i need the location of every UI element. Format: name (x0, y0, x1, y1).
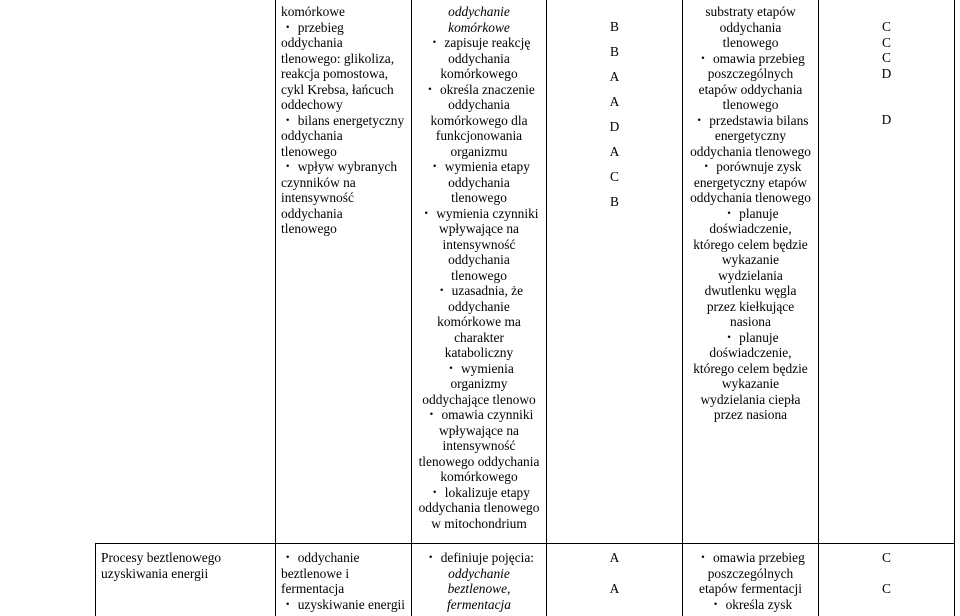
table-border-left-lower (95, 543, 96, 616)
requirement-line: intensywność (442, 236, 516, 252)
requirements-cell-top (412, 4, 546, 531)
requirement-line: ・ definiuje pojęcia: (423, 550, 535, 565)
requirement-line: oddychania (448, 252, 510, 267)
content-line: reakcja pomostowa, (281, 66, 389, 81)
requirement2-line: przez nasiona (713, 407, 788, 422)
requirement-line: fermentacja (447, 596, 511, 612)
requirement2-line: ・ przedstawia bilans (692, 112, 809, 128)
requirement2-line: energetyczny (714, 128, 787, 143)
requirement2-line: wykazanie (721, 376, 780, 391)
level2-cell-bottom (819, 550, 954, 597)
topic-cell-bottom (101, 550, 273, 581)
level2-letter: C (882, 550, 891, 565)
requirement-line: ・ omawia czynniki (424, 407, 534, 422)
level-letter: B (610, 19, 619, 34)
content-line: oddychania (281, 35, 343, 50)
requirement-line: komórkowego (440, 469, 518, 484)
requirement-line: tlenowego oddychania (418, 453, 540, 469)
content-line: oddychania (281, 128, 343, 143)
level2-letter (819, 81, 954, 97)
content-line: beztlenowe i (281, 565, 350, 581)
requirement-line: organizmy (450, 376, 508, 391)
level2-letter: C (882, 34, 891, 50)
content-line: ・ uzyskiwanie energii (281, 596, 405, 612)
content-line: komórkowe (281, 4, 345, 19)
topic-line: Procesy beztlenowego (101, 550, 222, 565)
content-line: tlenowego (281, 221, 337, 236)
level2-letters (819, 19, 954, 128)
requirement2-line: energetyczny etapów (693, 174, 808, 190)
level2-letter: C (882, 50, 891, 65)
content-cell-bottom (281, 550, 409, 612)
requirement2-line: wydzielania ciepła (700, 391, 801, 407)
requirement-line: komórkowego (440, 66, 518, 81)
content-line: cykl Krebsa, łańcuch (281, 81, 394, 97)
requirement2-line: tlenowego (722, 97, 779, 112)
level2-letter: C (882, 19, 891, 34)
requirement-line: ・ zapisuje reakcję (427, 35, 531, 50)
content-line: czynników na (281, 174, 356, 190)
requirement2-line: doświadczenie, (709, 345, 792, 360)
content-line: tlenowego: glikoliza, (281, 50, 395, 66)
requirement2-line: nasiona (730, 314, 771, 329)
level-cell-top (547, 19, 682, 219)
requirement2-line: ・ omawia przebieg (696, 50, 805, 66)
requirement-line: komórkowego dla (430, 112, 528, 128)
requirement-line: komórkowe ma (437, 314, 521, 329)
requirements2-cell-bottom (683, 550, 818, 612)
requirements2-lines (683, 550, 818, 612)
requirement-line: wpływające na (439, 221, 519, 236)
level2-letter: D (881, 65, 892, 81)
requirement2-line: ・ omawia przebieg (696, 550, 805, 565)
requirement-line: beztlenowe, (447, 581, 511, 596)
requirement-line: wpływające na (439, 422, 519, 438)
content-lines (281, 550, 409, 612)
requirement2-line: wykazanie (721, 252, 780, 267)
content-cell-top (281, 4, 409, 237)
requirement2-line: oddychania tlenowego (690, 143, 811, 159)
requirement2-line: oddychania (719, 19, 782, 35)
column-divider-1 (275, 0, 276, 616)
requirement-line: ・ wymienia czynniki (419, 205, 539, 221)
requirement-line: ・ wymienia (444, 360, 514, 376)
level2-cell-top (819, 19, 954, 128)
level-letter: B (610, 44, 619, 59)
content-line: ・ oddychanie (281, 550, 360, 565)
requirement2-line: ・ planuje (722, 205, 779, 221)
requirement2-line: etapów fermentacji (699, 581, 802, 596)
requirement-line: kataboliczny (444, 345, 514, 360)
requirement-line: organizmu (450, 143, 508, 159)
level2-letter: D (881, 112, 892, 127)
requirement2-line: ・ planuje (722, 329, 779, 345)
requirement2-line: którego celem będzie (693, 236, 808, 252)
requirement-line: oddychanie (448, 4, 510, 19)
requirement-line: oddychania (448, 50, 510, 66)
content-line: oddechowy (281, 97, 343, 112)
requirement-line: oddychające tlenowo (422, 391, 536, 407)
level-letter: A (609, 144, 620, 159)
requirement-line: oddychania tlenowego (418, 500, 540, 515)
level-letter: A (609, 581, 620, 596)
requirement-line: ・ wymienia etapy (428, 159, 530, 174)
level-letters (547, 19, 682, 219)
requirements-cell-bottom (412, 550, 546, 612)
requirement2-line: ・ określa zysk (708, 596, 793, 612)
row-divider (95, 543, 955, 544)
level-letter: A (609, 550, 620, 565)
content-line: oddychania (281, 205, 343, 221)
level-letter: C (610, 169, 619, 184)
requirement-line: ・ uzasadnia, że (434, 283, 524, 298)
requirement2-line: doświadczenie, (709, 221, 792, 236)
requirement2-line: oddychania tlenowego (690, 190, 811, 205)
requirement-line: tlenowego (451, 190, 507, 205)
requirements-lines (412, 550, 546, 612)
requirements-lines (412, 4, 546, 531)
requirement-line: ・ określa znaczenie (423, 81, 535, 97)
requirement-line: oddychania (448, 174, 510, 190)
requirements2-lines (683, 4, 818, 423)
level-letter: D (609, 119, 620, 134)
content-line: tlenowego (281, 143, 337, 159)
level-letter: A (609, 69, 620, 84)
requirements2-cell-top (683, 4, 818, 423)
content-line: ・ przebieg (281, 19, 344, 35)
topic-line: uzyskiwania energii (101, 565, 209, 581)
requirement2-line: etapów oddychania (698, 81, 803, 97)
requirement-line: w mitochondrium (431, 515, 527, 531)
content-line: ・ wpływ wybranych (281, 159, 398, 174)
requirement2-line: poszczególnych (707, 66, 794, 81)
requirement2-line: substraty etapów (705, 4, 796, 19)
requirement2-line: dwutlenku węgla (704, 283, 797, 298)
requirement-line: komórkowe (448, 19, 510, 35)
requirement-line: ・ lokalizuje etapy (428, 484, 530, 500)
requirement2-line: przez kiełkujące (706, 298, 795, 314)
requirement2-line: tlenowego (722, 35, 779, 50)
level-letter: B (610, 194, 619, 209)
requirement2-line: ・ porównuje zysk (699, 159, 802, 174)
requirement-line: oddychania (448, 97, 510, 112)
requirement2-line: którego celem będzie (693, 360, 808, 376)
requirement-line: oddychanie (448, 298, 510, 314)
content-line: intensywność (281, 190, 354, 205)
level2-letter: C (882, 581, 891, 596)
requirement-line: charakter (454, 329, 504, 345)
requirement-line: tlenowego (451, 267, 507, 283)
content-lines (281, 4, 409, 237)
requirement-line: funkcjonowania (435, 128, 523, 143)
level2-letter (819, 97, 954, 113)
level-letter: A (609, 94, 620, 109)
requirement-line: intensywność (442, 438, 516, 453)
requirement2-line: wydzielania (718, 267, 783, 283)
requirement-line: oddychanie (448, 565, 510, 581)
table-border-right (954, 0, 955, 616)
content-line: fermentacja (281, 581, 345, 596)
requirement2-line: poszczególnych (707, 565, 794, 581)
content-line: ・ bilans energetyczny (281, 112, 405, 128)
level-cell-bottom (547, 550, 682, 597)
